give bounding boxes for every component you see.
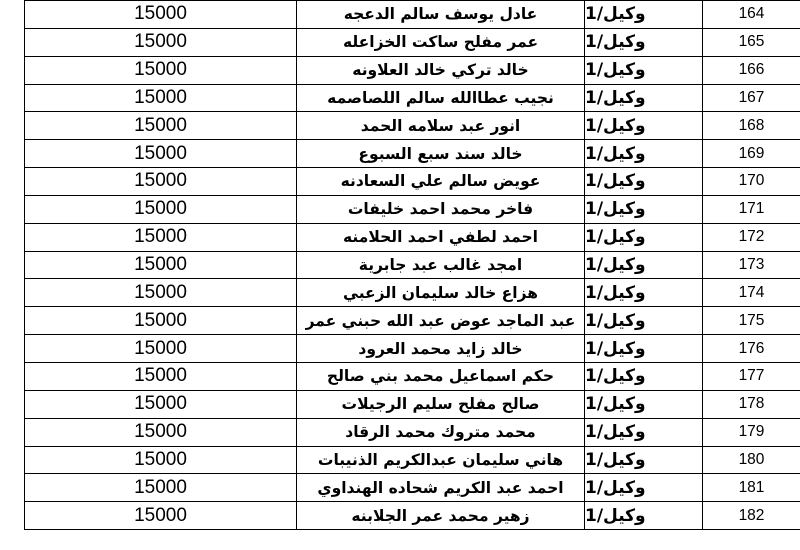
- rank-cell: وكيل/1: [585, 446, 703, 474]
- rank-cell: وكيل/1: [585, 56, 703, 84]
- name-cell: امجد غالب عبد جابرية: [297, 251, 585, 279]
- rank-cell: وكيل/1: [585, 335, 703, 363]
- rank-cell: وكيل/1: [585, 251, 703, 279]
- amount-cell: 15000: [25, 446, 297, 474]
- table-row: [25, 474, 800, 502]
- row-number-cell: 172: [703, 223, 800, 251]
- amount-cell: 15000: [25, 307, 297, 335]
- row-number-cell: 167: [703, 84, 800, 112]
- name-cell: صالح مفلح سليم الرجيلات: [297, 390, 585, 418]
- amount-cell: 15000: [25, 418, 297, 446]
- table-row: [25, 251, 800, 279]
- name-cell: خالد تركي خالد العلاونه: [297, 56, 585, 84]
- rank-cell: وكيل/1: [585, 307, 703, 335]
- row-number-cell: 179: [703, 418, 800, 446]
- amount-cell: 15000: [25, 279, 297, 307]
- rank-cell: وكيل/1: [585, 223, 703, 251]
- name-cell: عادل يوسف سالم الدعجه: [297, 1, 585, 29]
- amount-cell: 15000: [25, 140, 297, 168]
- name-cell: هاني سليمان عبدالكريم الذنيبات: [297, 446, 585, 474]
- name-cell: هزاع خالد سليمان الزعبي: [297, 279, 585, 307]
- table-row: [25, 56, 800, 84]
- amount-cell: 15000: [25, 223, 297, 251]
- table-row: [25, 335, 800, 363]
- table-row: [25, 168, 800, 196]
- table-row: [25, 502, 800, 530]
- name-cell: احمد لطفي احمد الحلامنه: [297, 223, 585, 251]
- name-cell: احمد عبد الكريم شحاده الهنداوي: [297, 474, 585, 502]
- amount-cell: 15000: [25, 28, 297, 56]
- table-row: [25, 28, 800, 56]
- table-row: [25, 112, 800, 140]
- row-number-cell: 169: [703, 140, 800, 168]
- amount-cell: 15000: [25, 168, 297, 196]
- table-row: [25, 362, 800, 390]
- row-number-cell: 165: [703, 28, 800, 56]
- table-row: [25, 418, 800, 446]
- amount-cell: 15000: [25, 335, 297, 363]
- amount-cell: 15000: [25, 56, 297, 84]
- name-cell: خالد سند سبع السبوع: [297, 140, 585, 168]
- amount-cell: 15000: [25, 390, 297, 418]
- row-number-cell: 173: [703, 251, 800, 279]
- amount-cell: 15000: [25, 112, 297, 140]
- rank-cell: وكيل/1: [585, 84, 703, 112]
- rank-cell: وكيل/1: [585, 474, 703, 502]
- name-cell: عبد الماجد عوض عبد الله حبني عمر: [297, 307, 585, 335]
- amount-cell: 15000: [25, 195, 297, 223]
- name-cell: عويض سالم علي السعادنه: [297, 168, 585, 196]
- row-number-cell: 171: [703, 195, 800, 223]
- name-cell: فاخر محمد احمد خليفات: [297, 195, 585, 223]
- amount-cell: 15000: [25, 1, 297, 29]
- amount-cell: 15000: [25, 502, 297, 530]
- name-cell: خالد زايد محمد العرود: [297, 335, 585, 363]
- rank-cell: وكيل/1: [585, 362, 703, 390]
- table-row: [25, 223, 800, 251]
- rank-cell: وكيل/1: [585, 418, 703, 446]
- rank-cell: وكيل/1: [585, 390, 703, 418]
- table-row: [25, 307, 800, 335]
- amount-cell: 15000: [25, 362, 297, 390]
- row-number-cell: 164: [703, 1, 800, 29]
- table-row: [25, 1, 800, 29]
- row-number-cell: 182: [703, 502, 800, 530]
- name-cell: انور عبد سلامه الحمد: [297, 112, 585, 140]
- rank-cell: وكيل/1: [585, 140, 703, 168]
- row-number-cell: 168: [703, 112, 800, 140]
- row-number-cell: 175: [703, 307, 800, 335]
- table-row: [25, 446, 800, 474]
- name-cell: حكم اسماعيل محمد بني صالح: [297, 362, 585, 390]
- row-number-cell: 174: [703, 279, 800, 307]
- row-number-cell: 178: [703, 390, 800, 418]
- table-row: [25, 279, 800, 307]
- amount-cell: 15000: [25, 84, 297, 112]
- row-number-cell: 176: [703, 335, 800, 363]
- rank-cell: وكيل/1: [585, 28, 703, 56]
- row-number-cell: 180: [703, 446, 800, 474]
- name-cell: زهير محمد عمر الجلابنه: [297, 502, 585, 530]
- table-row: [25, 84, 800, 112]
- rank-cell: وكيل/1: [585, 502, 703, 530]
- rank-cell: وكيل/1: [585, 195, 703, 223]
- amount-cell: 15000: [25, 474, 297, 502]
- name-cell: محمد متروك محمد الرقاد: [297, 418, 585, 446]
- table-body: [25, 1, 800, 530]
- row-number-cell: 181: [703, 474, 800, 502]
- rank-cell: وكيل/1: [585, 112, 703, 140]
- rank-cell: وكيل/1: [585, 279, 703, 307]
- amount-cell: 15000: [25, 251, 297, 279]
- row-number-cell: 170: [703, 168, 800, 196]
- name-cell: نجيب عطاالله سالم اللصاصمه: [297, 84, 585, 112]
- row-number-cell: 166: [703, 56, 800, 84]
- table-row: [25, 390, 800, 418]
- table-row: [25, 140, 800, 168]
- table-row: [25, 195, 800, 223]
- rank-cell: وكيل/1: [585, 168, 703, 196]
- row-number-cell: 177: [703, 362, 800, 390]
- rank-cell: وكيل/1: [585, 1, 703, 29]
- personnel-table: [24, 0, 800, 530]
- name-cell: عمر مفلح ساكت الخزاعله: [297, 28, 585, 56]
